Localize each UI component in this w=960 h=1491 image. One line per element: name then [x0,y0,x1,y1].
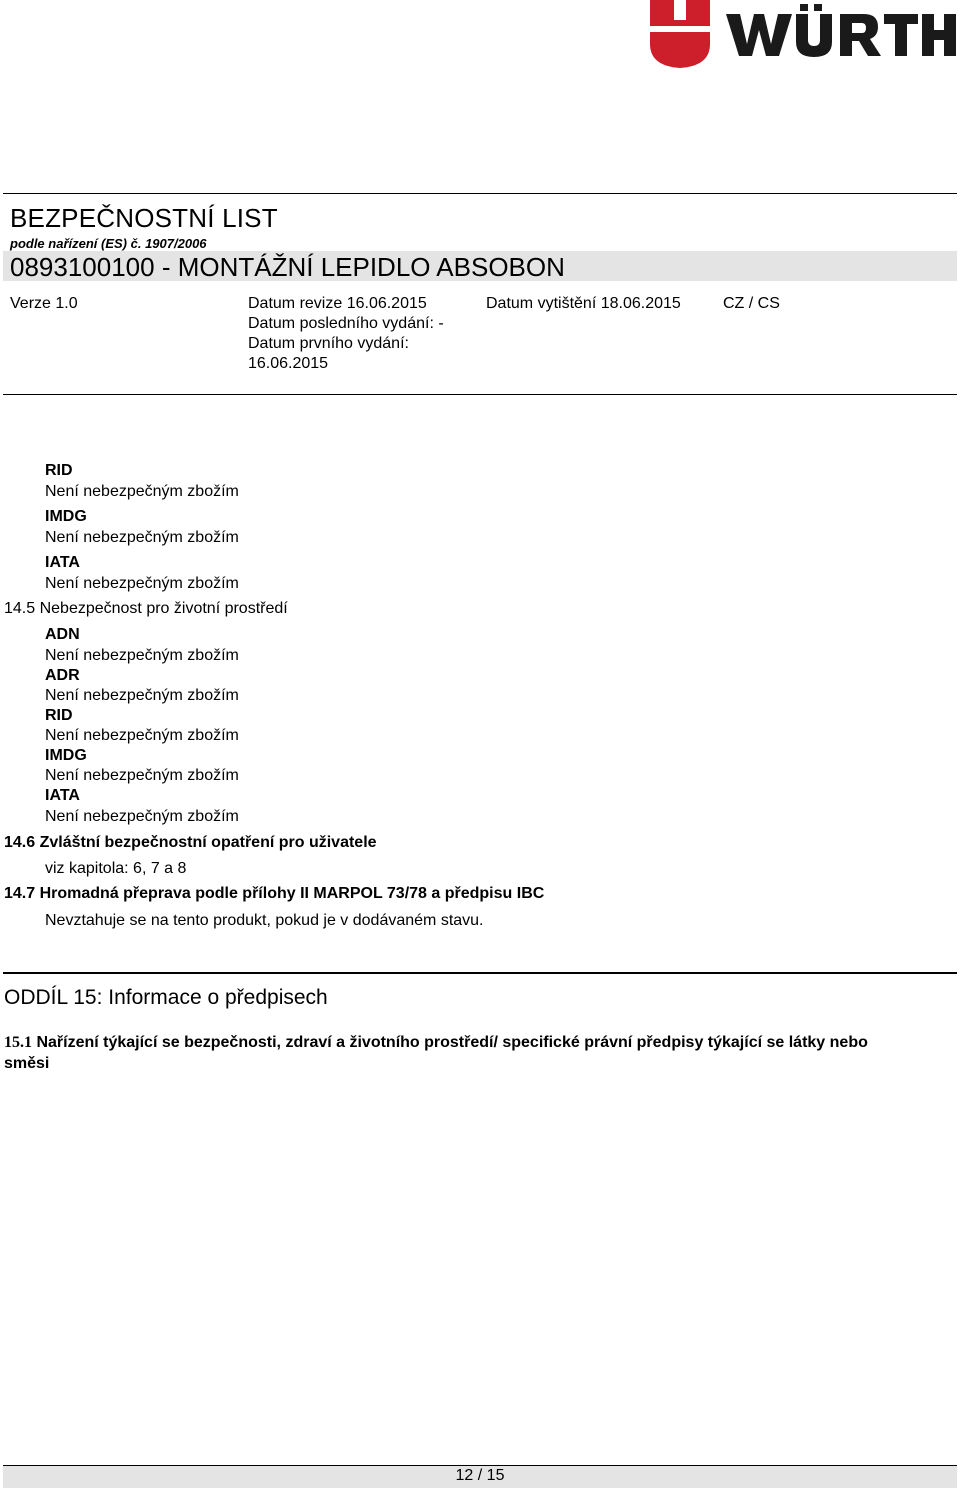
header-top-rule [3,193,957,194]
section-15-1-line1: Nařízení týkající se bezpečnosti, zdraví a životního prostředí/ specifické právní předpisy týkající se látky nebo [36,1034,868,1051]
s14-5-value-adn: Není nebezpečným zbožím [45,647,239,664]
s14-5-value-rid: Není nebezpečným zbožím [45,727,239,744]
locale: CZ / CS [723,295,780,312]
last-issue-date: Datum posledního vydání: - [248,315,444,332]
page-number: 12 / 15 [455,1467,505,1484]
version: Verze 1.0 [10,295,78,312]
section-15-title: ODDÍL 15: Informace o předpisech [4,986,328,1009]
section-14-6-title: 14.6 Zvláštní bezpečnostní opatření pro uživatele [4,834,377,851]
block1-label-imdg: IMDG [45,508,87,525]
section-14-6-text: viz kapitola: 6, 7 a 8 [45,860,187,877]
section-15-1-heading [4,1034,868,1052]
block1-label-iata: IATA [45,554,80,571]
section-15-rule [3,972,957,974]
s14-5-value-imdg: Není nebezpečným zbožím [45,767,239,784]
section-14-5-title: 14.5 Nebezpečnost pro životní prostředí [4,600,288,617]
regulation-subtitle: podle nařízení (ES) č. 1907/2006 [10,236,207,251]
section-14-7-title: 14.7 Hromadná přeprava podle přílohy II MARPOL 73/78 a předpisu IBC [4,885,545,902]
s14-5-label-imdg: IMDG [45,747,87,764]
s14-5-value-iata: Není nebezpečným zbožím [45,808,239,825]
s14-5-label-adr: ADR [45,667,80,684]
first-issue-label: Datum prvního vydání: [248,335,409,352]
section-15-1-number: 15.1 [4,1034,32,1051]
s14-5-label-rid: RID [45,707,73,724]
header-bottom-rule [3,394,957,395]
block1-label-rid: RID [45,462,73,479]
section-15-1-line2: směsi [4,1055,50,1072]
s14-5-label-iata: IATA [45,787,80,804]
s14-5-value-adr: Není nebezpečným zbožím [45,687,239,704]
block1-value-iata: Není nebezpečným zbožím [45,575,239,592]
section-14-7-text: Nevztahuje se na tento produkt, pokud je v dodávaném stavu. [45,912,484,929]
document-title: BEZPEČNOSTNÍ LIST [10,203,278,233]
s14-5-label-adn: ADN [45,626,80,643]
block1-value-rid: Není nebezpečným zbožím [45,483,239,500]
revision-date: Datum revize 16.06.2015 [248,295,427,312]
wurth-logo [648,0,958,70]
first-issue-date: 16.06.2015 [248,355,329,372]
product-name: 0893100100 - MONTÁŽNÍ LEPIDLO ABSOBON [10,252,565,282]
print-date: Datum vytištění 18.06.2015 [486,295,681,312]
block1-value-imdg: Není nebezpečným zbožím [45,529,239,546]
